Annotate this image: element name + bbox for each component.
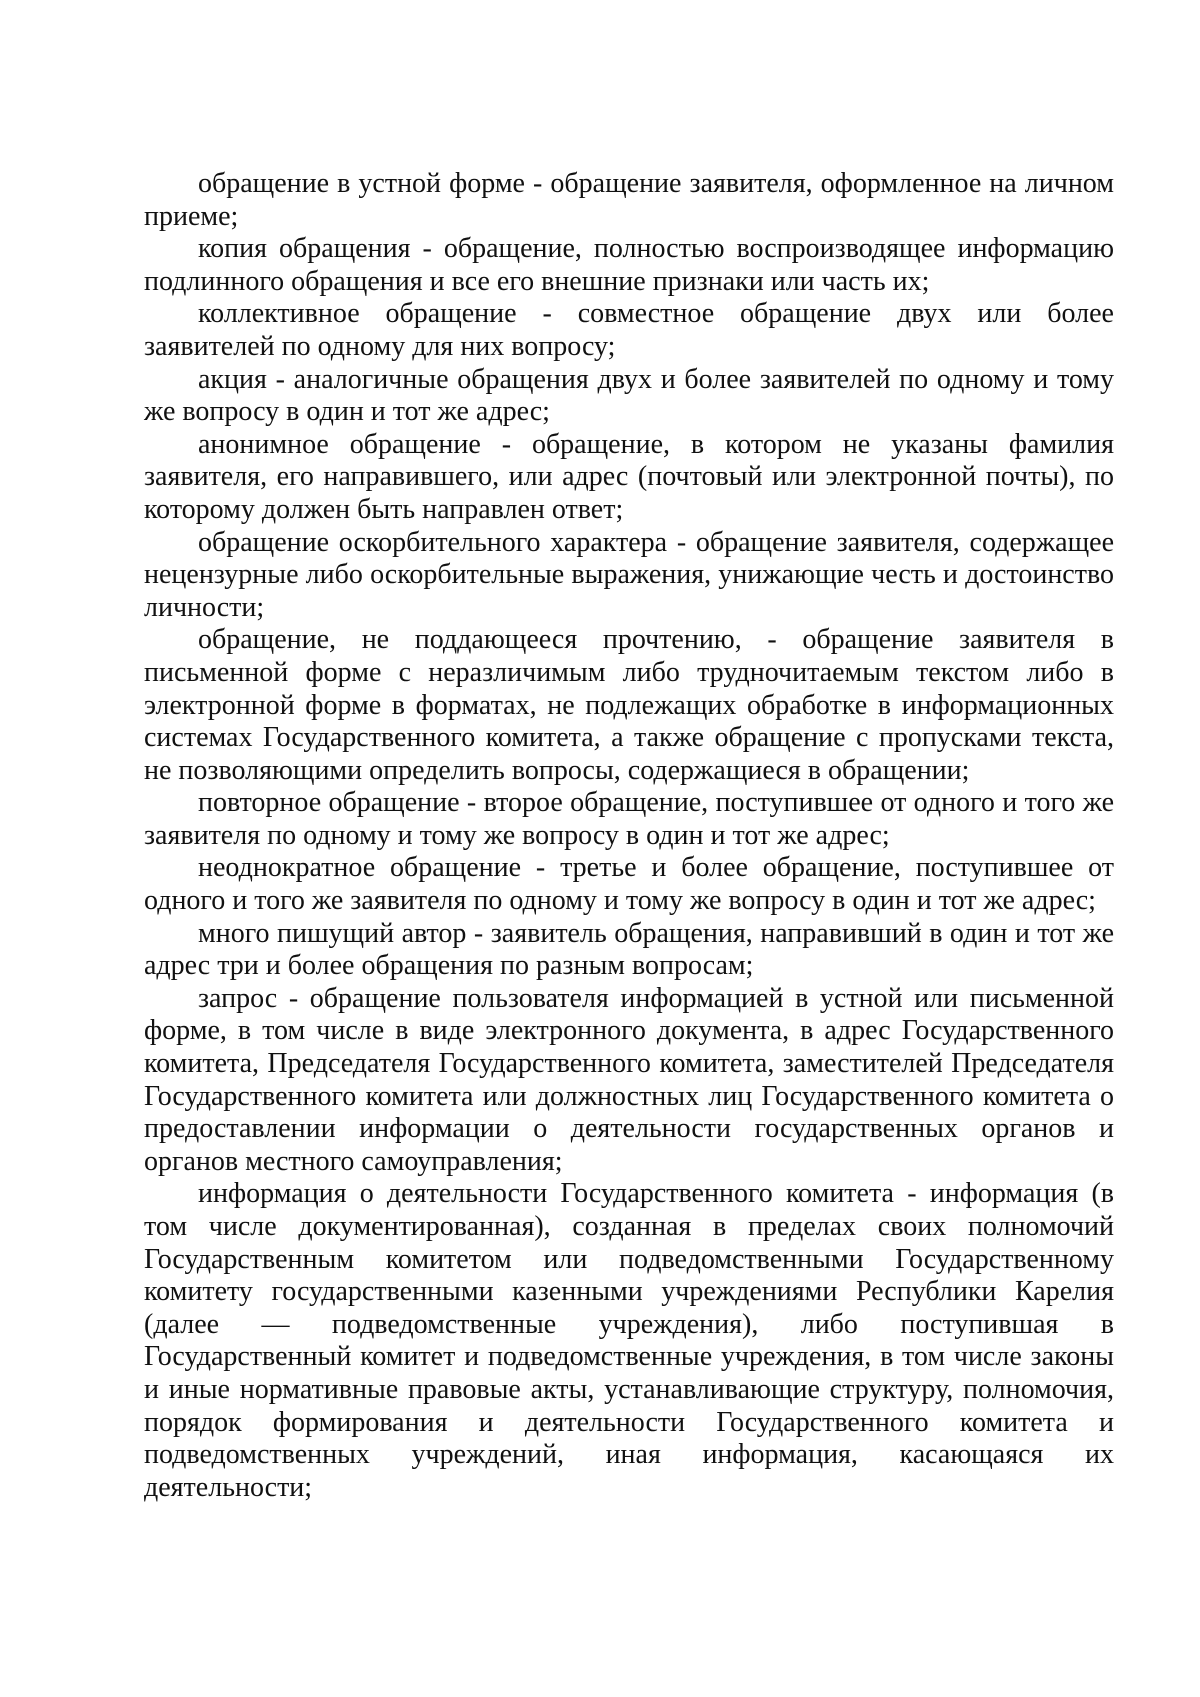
definition-anonymous-appeal: анонимное обращение - обращение, в котором не указаны фамилия заявителя, его направившего, или адрес (почтовый или электронной почты), по которому должен быть направлен ответ; [144,428,1114,525]
definition-oral-appeal: обращение в устной форме - обращение заявителя, оформленное на личном приеме; [144,168,1114,232]
definition-request: запрос - обращение пользователя информацией в устной или письменной форме, в том числе в виде электронного документа, в адрес Государственного комитета, Председателя Государственного комитета, заместителей Председателя Государственного комитета или должностных лиц Государственного комитета о предоставлении информации о деятельности государственных органов и органов местного самоуправления; [144,982,1114,1177]
definition-activity-information: информация о деятельности Государственного комитета - информация (в том числе документированная), созданная в пределах своих полномочий Государственным комитетом или подведомственными Государственному комитету государственными казенными учреждениями Республики Карелия (далее — подведомственные учреждения), либо поступившая в Государственный комитет и подведомственные учреждения, в том числе законы и иные нормативные правовые акты, устанавливающие структуру, полномочия, порядок формирования и деятельности Государственного комитета и подведомственных учреждений, иная информация, касающаяся их деятельности; [144,1178,1114,1503]
definition-multiple-appeal: неоднократное обращение - третье и более обращение, поступившее от одного и того же заявителя по одному и тому же вопросу в один и тот же адрес; [144,852,1114,917]
definition-repeated-appeal: повторное обращение - второе обращение, поступившее от одного и того же заявителя по одному и тому же вопросу в один и тот же адрес; [144,787,1114,851]
definition-prolific-author: много пишущий автор - заявитель обращения, направивший в один и тот же адрес три и более обращения по разным вопросам; [144,917,1114,982]
definition-offensive-appeal: обращение оскорбительного характера - обращение заявителя, содержащее нецензурные либо оскорбительные выражения, унижающие честь и достоинство личности; [144,526,1114,623]
definition-appeal-copy: копия обращения - обращение, полностью воспроизводящее информацию подлинного обращения и все его внешние признаки или часть их; [144,233,1114,297]
definition-collective-appeal: коллективное обращение - совместное обращение двух или более заявителей по одному для них вопросу; [144,298,1114,362]
definition-unreadable-appeal: обращение, не поддающееся прочтению, - обращение заявителя в письменной форме с неразличимым либо трудночитаемым текстом либо в электронной форме в форматах, не подлежащих обработке в информационных системах Государственного комитета, а также обращение с пропусками текста, не позволяющими определить вопросы, содержащиеся в обращении; [144,624,1114,786]
definition-action: акция - аналогичные обращения двух и более заявителей по одному и тому же вопросу в один и тот же адрес; [144,363,1114,428]
document-body [144,168,1114,1504]
